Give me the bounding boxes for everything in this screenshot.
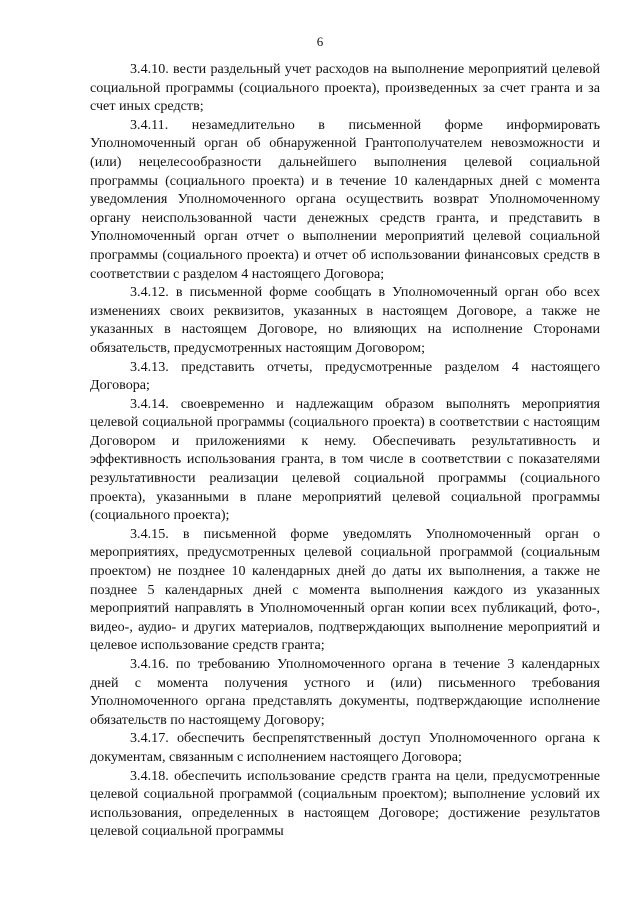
paragraph-3-4-10: 3.4.10. вести раздельный учет расходов на выполнение мероприятий целевой социальной программы (социального проекта), произведенных за счет гранта и за счет иных средств; (90, 61, 600, 115)
paragraph-3-4-15: 3.4.15. в письменной форме уведомлять Уполномоченный орган о мероприятиях, предусмотренных целевой социальной программой (социальным проектом) не позднее 10 календарных дней до даты их выполнения, а также не позднее 5 календарных дней с момента выполнения каждого из указанных мероприятий направлять в Уполномоченный орган копии всех публикаций, фото-, видео-, аудио- и других материалов, подтверждающих выполнение мероприятий и целевое использование средств гранта; (90, 525, 600, 654)
page-number: 6 (316, 34, 324, 49)
paragraph-3-4-12: 3.4.12. в письменной форме сообщать в Уполномоченный орган обо всех изменениях своих реквизитов, указанных в настоящем Договоре, а также не указанных в настоящем Договоре, но влияющих на исполнение Сторонами обязательств, предусмотренных настоящим Договором; (90, 284, 600, 356)
paragraph-3-4-13: 3.4.13. представить отчеты, предусмотренные разделом 4 настоящего Договора; (90, 358, 600, 394)
paragraph-3-4-11: 3.4.11. незамедлительно в письменной форме информировать Уполномоченный орган об обнаруженной Грантополучателем невозможности и (или) нецелесообразности дальнейшего выполнения целевой социальной программы (социального проекта) и в течение 10 календарных дней с момента уведомления Уполномоченного органа осуществить возврат Уполномоченному органу неиспользованной части денежных средств гранта, и представить в Уполномоченный орган отчет о выполнении мероприятий целевой социальной программы (социального проекта) и отчет об использовании финансовых средств в соответствии с разделом 4 настоящего Договора; (90, 116, 600, 282)
paragraph-3-4-16: 3.4.16. по требованию Уполномоченного органа в течение 3 календарных дней с момента получения устного и (или) письменного требования Уполномоченного органа представлять документы, подтверждающие исполнение обязательств по настоящему Договору; (90, 656, 600, 728)
paragraph-3-4-14: 3.4.14. своевременно и надлежащим образом выполнять мероприятия целевой социальной программы (социального проекта) в соответствии с настоящим Договором и приложениями к нему. Обеспечивать результативность и эффективность использования гранта, в том числе в соответствии с показателями результативности реализации целевой социальной программы (социального проекта), указанными в плане мероприятий целевой социальной программы (социального проекта); (90, 395, 600, 524)
paragraph-3-4-17: 3.4.17. обеспечить беспрепятственный доступ Уполномоченного органа к документам, связанным с исполнением настоящего Договора; (90, 730, 600, 765)
document-body (90, 60, 600, 841)
paragraph-3-4-18: 3.4.18. обеспечить использование средств гранта на цели, предусмотренные целевой социальной программой (социальным проектом); выполнение условий их использования, определенных в настоящем Договоре; достижение результатов целевой социальной программы (90, 767, 600, 840)
